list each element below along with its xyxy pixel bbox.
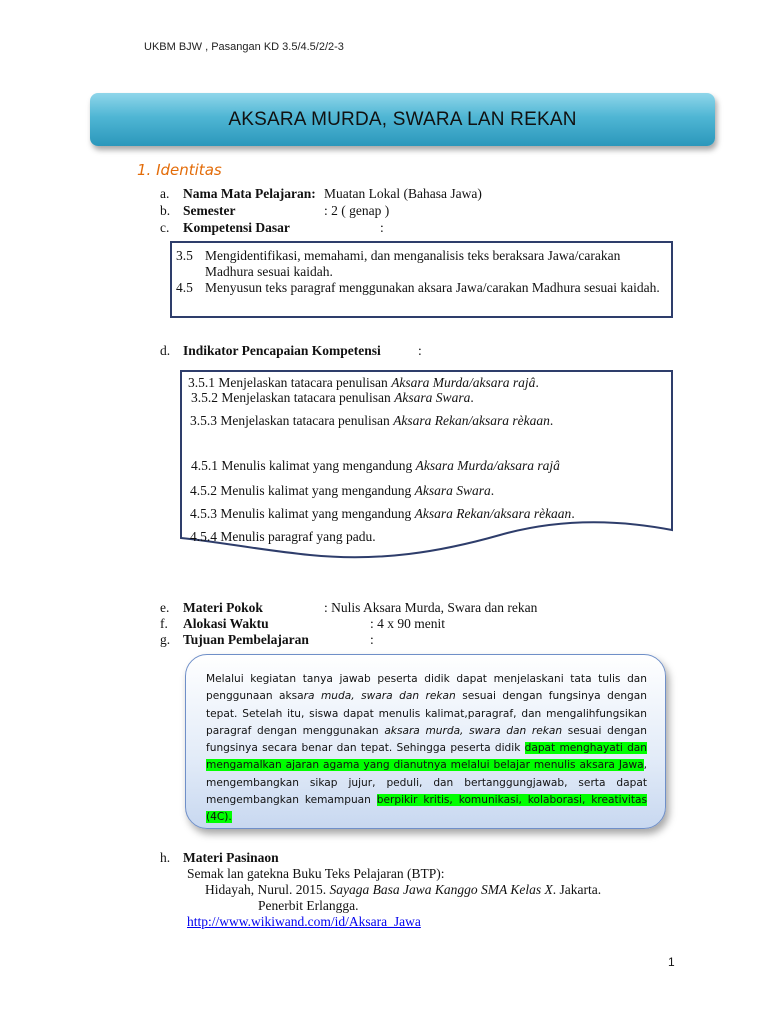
ipk-text: 3.5.3 Menjelaskan tatacara penulisan: [190, 413, 394, 428]
ipk-text: 4.5.1 Menulis kalimat yang mengandung: [191, 458, 416, 473]
tujuan-italic-part: ra muda, swara dan rekan: [303, 690, 456, 703]
ipk-suffix: .: [535, 375, 539, 390]
row-label: Tujuan Pembelajaran: [183, 632, 309, 647]
reference-publisher: Penerbit Erlangga.: [258, 898, 359, 913]
row-value: : Nulis Aksara Murda, Swara dan rekan: [324, 600, 538, 615]
ipk-item: [190, 529, 376, 545]
row-letter: c.: [160, 220, 170, 235]
row-letter: g.: [160, 632, 171, 647]
tujuan-text-part: , mengembangkan sikap jujur, peduli, dan bertanggungjawab, serta dapat mengembangkan kemampuan: [206, 759, 647, 807]
tujuan-highlight: dapat menghayati dan mengamalkan ajaran agama yang dianutnya melalui belajar menulis aksara Jawa: [206, 742, 647, 772]
row-value: : 2 ( genap ): [324, 203, 390, 218]
ipk-heading-row: [160, 343, 680, 359]
section-heading-identitas: 1. Identitas: [137, 161, 222, 179]
materi-intro: Semak lan gatekna Buku Teks Pelajaran (BTP):: [187, 866, 445, 881]
document-reference-header: UKBM BJW , Pasangan KD 3.5/4.5/2/2-3: [144, 41, 344, 53]
row-letter: b.: [160, 203, 171, 218]
indikator-box: [180, 370, 673, 570]
materi-pokok-row: [160, 600, 680, 616]
row-label: Nama Mata Pelajaran:: [183, 186, 316, 201]
row-value: Muatan Lokal (Bahasa Jawa): [324, 186, 482, 201]
kd-text: Mengidentifikasi, memahami, dan menganalisis teks beraksara Jawa/carakan Madhura sesuai kaidah.: [205, 248, 621, 279]
reference-title: Sayaga Basa Jawa Kanggo SMA Kelas X: [329, 882, 553, 897]
ipk-italic-text: Aksara Murda/aksara rajâ: [415, 458, 560, 473]
ipk-text: 3.5.2 Menjelaskan tatacara penulisan: [191, 390, 395, 405]
tujuan-pembelajaran-box: [185, 654, 666, 829]
ipk-suffix: .: [490, 483, 495, 498]
ipk-item: [191, 458, 560, 474]
row-label: Indikator Pencapaian Kompetensi: [183, 343, 381, 358]
row-letter: d.: [160, 343, 171, 358]
tujuan-paragraph: [206, 671, 647, 827]
row-label: Alokasi Waktu: [183, 616, 269, 631]
identity-row-kd: [160, 220, 680, 236]
page-title: AKSARA MURDA, SWARA LAN REKAN: [228, 108, 577, 130]
ipk-text: 3.5.1 Menjelaskan tatacara penulisan: [188, 375, 392, 390]
identity-row-subject: [160, 186, 680, 202]
row-letter: a.: [160, 186, 170, 201]
wikiwand-link[interactable]: http://www.wikiwand.com/id/Aksara_Jawa: [187, 914, 421, 929]
tujuan-italic-part: aksara murda, swara dan rekan: [384, 724, 563, 737]
kd-number: 4.5: [176, 280, 193, 295]
ipk-italic-text: Aksara Rekan/aksara rèkaan: [393, 413, 550, 428]
alokasi-waktu-row: [160, 616, 680, 632]
row-label: Kompetensi Dasar: [183, 220, 290, 235]
ipk-italic-text: Aksara Swara: [394, 390, 471, 405]
materi-pasinaon-row: [160, 850, 680, 866]
kd-item: [176, 248, 673, 282]
row-label: Materi Pasinaon: [183, 850, 279, 865]
ipk-item: [188, 375, 539, 391]
kompetensi-dasar-box: [170, 241, 673, 318]
tujuan-text-part: sesuai dengan fungsinya dengan tepat. Setelah itu, siswa dapat menulis kalimat,paragraf, dan mengalihfungsikan paragraf dengan menggunakan: [206, 690, 647, 737]
row-letter: f.: [160, 616, 168, 631]
tujuan-text-part: sesuai dengan fungsinya secara benar dan tepat. Sehingga peserta didik: [206, 724, 647, 755]
row-label: Semester: [183, 203, 236, 218]
reference-city: . Jakarta.: [552, 882, 602, 897]
row-letter: e.: [160, 600, 170, 615]
ipk-text: 4.5.2 Menulis kalimat yang mengandung: [190, 483, 415, 498]
ipk-suffix: .: [571, 506, 575, 521]
row-value: :: [418, 343, 422, 358]
ipk-suffix: .: [470, 390, 474, 405]
tujuan-heading-row: [160, 632, 680, 648]
identity-row-semester: [160, 203, 680, 219]
row-letter: h.: [160, 850, 171, 865]
reference-author: Hidayah, Nurul. 2015.: [205, 882, 330, 897]
ipk-italic-text: Aksara Swara: [414, 483, 491, 498]
row-value: :: [380, 220, 384, 235]
materi-reference: [205, 882, 675, 898]
ipk-item: [190, 506, 575, 522]
ipk-item: [190, 413, 553, 429]
tujuan-text-part: Melalui kegiatan tanya jawab peserta didik dapat menjelaskani tata tulis dan penggunaan aksa: [206, 673, 647, 703]
tujuan-highlight: berpikir kritis, komunikasi, kolaborasi, kreativitas (4C).: [206, 794, 647, 824]
ipk-text: 4.5.3 Menulis kalimat yang mengandung: [190, 506, 415, 521]
ipk-suffix: .: [549, 413, 554, 428]
ipk-italic-text: Aksara Rekan/aksara rèkaan: [414, 506, 572, 521]
ipk-italic-text: Aksara Murda/aksara rajâ: [391, 375, 536, 390]
row-value: :: [370, 632, 374, 647]
ipk-text: 4.5.4 Menulis paragraf yang padu.: [190, 529, 376, 544]
kd-item: [176, 280, 673, 314]
ipk-item: [190, 483, 494, 499]
page-number: 1: [668, 955, 675, 969]
ipk-item: [191, 390, 474, 406]
row-label: Materi Pokok: [183, 600, 263, 615]
title-banner: [90, 93, 715, 146]
row-value: : 4 x 90 menit: [370, 616, 445, 631]
kd-text: Menyusun teks paragraf menggunakan aksara Jawa/carakan Madhura sesuai kaidah.: [205, 280, 660, 295]
kd-number: 3.5: [176, 248, 193, 263]
